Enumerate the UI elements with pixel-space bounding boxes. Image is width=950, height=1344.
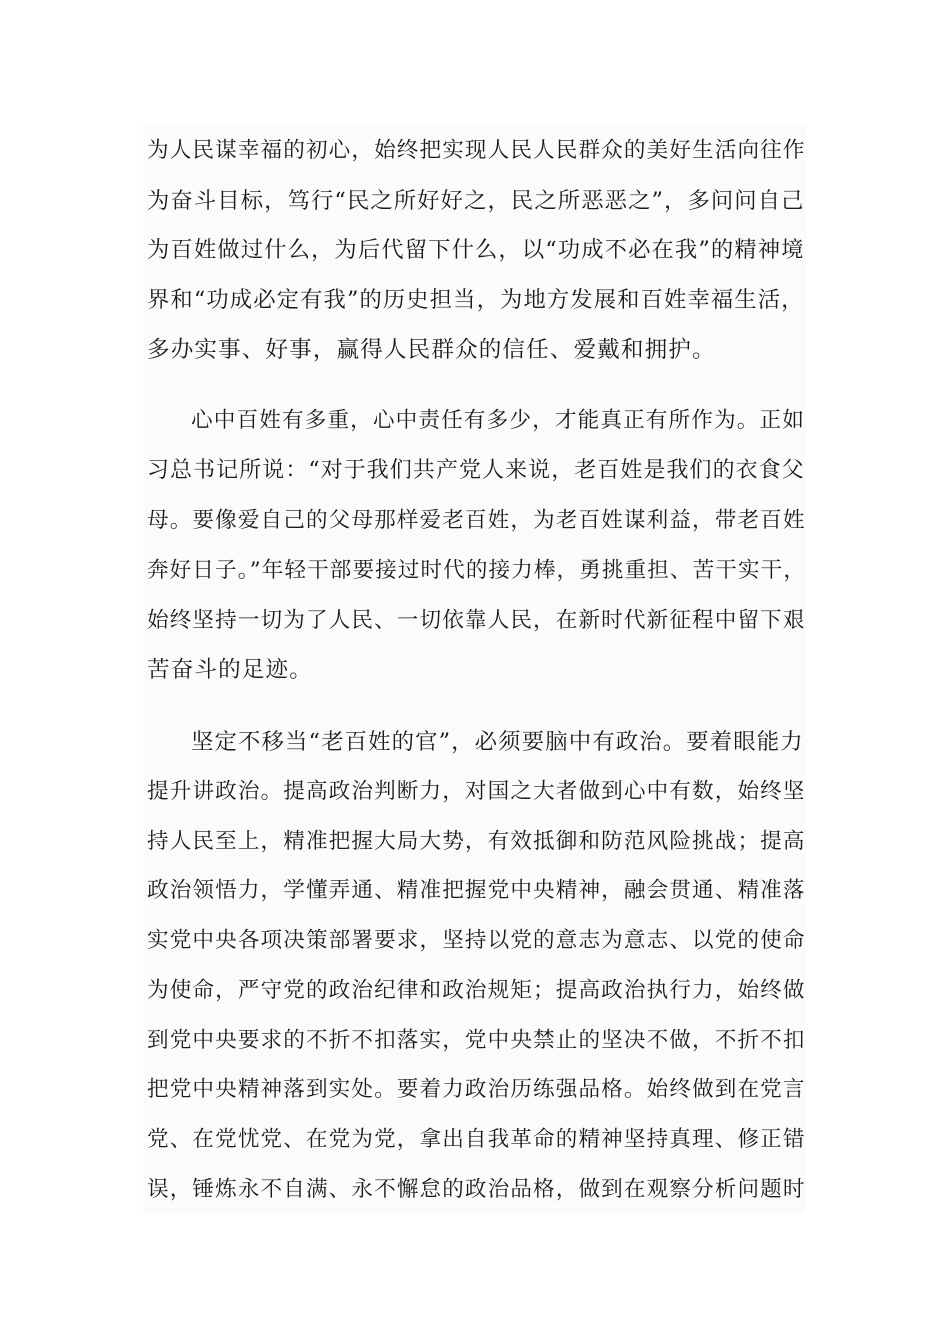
paragraph-3-line-2: 提升讲政治。提高政治判断力，对国之大者做到心中有数，始终坚 xyxy=(147,779,806,804)
paragraph-1-line-3: 为百姓做过什么，为后代留下什么，以“功成不必在我”的精神境 xyxy=(147,237,805,263)
paragraph-1-line-4: 界和“功成必定有我”的历史担当，为地方发展和百姓幸福生活， xyxy=(147,287,805,313)
paragraph-3-line-10: 误，锤炼永不自满、永不懈怠的政治品格，做到在观察分析问题时 xyxy=(147,1177,806,1202)
paragraph-3-line-3: 持人民至上，精准把握大局大势，有效抵御和防范风险挑战；提高 xyxy=(147,829,806,854)
paragraph-3-line-7: 到党中央要求的不折不扣落实，党中央禁止的坚决不做，不折不扣 xyxy=(147,1028,806,1053)
paragraph-2-line-1: 心中百姓有多重，心中责任有多少，才能真正有所作为。正如 xyxy=(191,408,805,433)
paragraph-1-line-1: 为人民谋幸福的初心，始终把实现人民人民群众的美好生活向往作 xyxy=(147,138,806,163)
paragraph-3-line-9: 党、在党忧党、在党为党，拿出自我革命的精神坚持真理、修正错 xyxy=(147,1127,806,1152)
text-block xyxy=(143,124,806,1214)
paragraph-2-line-5: 始终坚持一切为了人民、一切依靠人民，在新时代新征程中留下艰 xyxy=(147,608,806,633)
paragraph-3-line-5: 实党中央各项决策部署要求，坚持以党的意志为意志、以党的使命 xyxy=(147,928,806,953)
paragraph-1-line-2: 为奋斗目标，笃行“民之所好好之，民之所恶恶之”，多问问自己 xyxy=(147,188,805,214)
paragraph-3-line-8: 把党中央精神落到实处。要着力政治历练强品格。始终做到在党言 xyxy=(147,1077,806,1102)
paragraph-3-line-4: 政治领悟力，学懂弄通、精准把握党中央精神，融会贯通、精准落 xyxy=(147,878,806,903)
paragraph-3-line-1: 坚定不移当“老百姓的官”，必须要脑中有政治。要着眼能力 xyxy=(191,729,804,755)
paragraph-2-line-3: 母。要像爱自己的父母那样爱老百姓，为老百姓谋利益，带老百姓 xyxy=(147,508,806,533)
paragraph-1-line-5: 多办实事、好事，赢得人民群众的信任、爱戴和拥护。 xyxy=(147,337,716,363)
paragraph-3-line-6: 为使命，严守党的政治纪律和政治规矩；提高政治执行力，始终做 xyxy=(147,978,806,1003)
paragraph-2-line-6: 苦奋斗的足迹。 xyxy=(147,657,313,683)
paragraph-2-line-2: 习总书记所说：“对于我们共产党人来说，老百姓是我们的衣食父 xyxy=(147,458,805,483)
paragraph-2-line-4: 奔好日子。”年轻干部要接过时代的接力棒，勇挑重担、苦干实干， xyxy=(147,558,807,583)
